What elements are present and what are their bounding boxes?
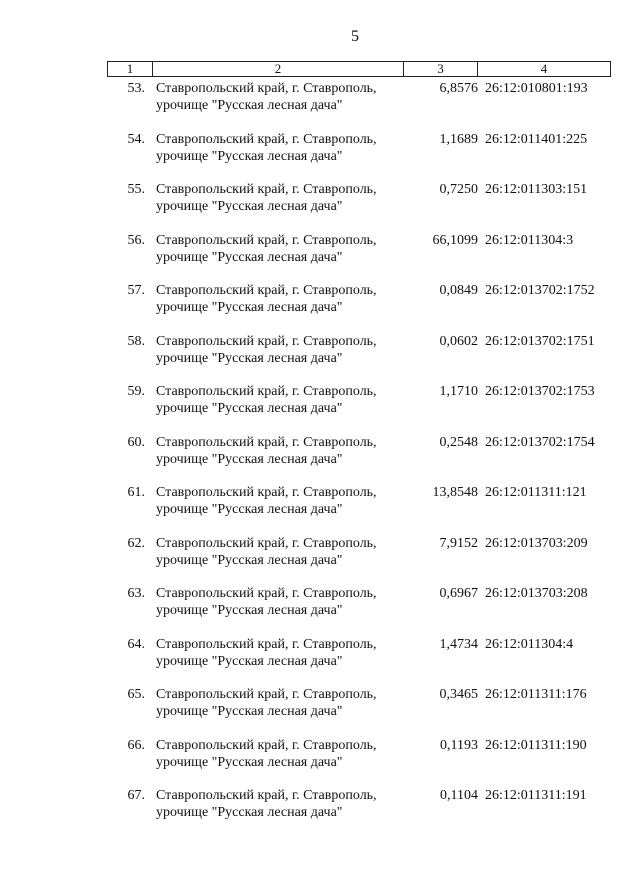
row-cadastral-number: 26:12:011311:176	[485, 687, 587, 702]
row-address	[156, 434, 406, 468]
address-line-2: урочище "Русская лесная дача"	[156, 754, 343, 770]
row-number: 56.	[127, 232, 145, 248]
row-area: 6,8576	[439, 81, 478, 96]
row-area: 1,4734	[439, 636, 478, 652]
address-line-1: Ставропольский край, г. Ставрополь,	[156, 333, 377, 349]
row-number: 63.	[127, 586, 145, 601]
row-number: 54.	[127, 131, 145, 147]
row-cadastral-number: 26:12:011311:121	[485, 485, 587, 500]
address-line-2: урочище "Русская лесная дача"	[156, 451, 343, 467]
row-address	[156, 585, 406, 619]
table-row	[107, 232, 627, 283]
row-cadastral-number: 26:12:011304:3	[485, 232, 574, 248]
address-line-1: Ставропольский край, г. Ставрополь,	[156, 182, 377, 197]
table-row	[107, 535, 627, 586]
row-number: 53.	[127, 81, 145, 96]
table-row	[107, 434, 627, 485]
table-row	[107, 585, 627, 636]
address-line-2: урочище "Русская лесная дача"	[156, 603, 343, 618]
table-row	[107, 383, 627, 434]
address-line-1: Ставропольский край, г. Ставрополь,	[156, 485, 377, 500]
row-area: 0,0602	[439, 333, 478, 349]
row-address	[156, 484, 406, 518]
row-area: 0,2548	[439, 434, 478, 450]
table-header	[107, 61, 611, 77]
table-row	[107, 282, 627, 333]
row-address	[156, 282, 406, 316]
row-area: 0,6967	[439, 586, 478, 601]
address-line-1: Ставропольский край, г. Ставрополь,	[156, 232, 377, 248]
address-line-1: Ставропольский край, г. Ставрополь,	[156, 131, 377, 147]
address-line-1: Ставропольский край, г. Ставрополь,	[156, 384, 377, 399]
row-address	[156, 686, 406, 720]
row-cadastral-number: 26:12:013703:209	[485, 535, 588, 551]
address-line-2: урочище "Русская лесная дача"	[156, 249, 343, 265]
address-line-1: Ставропольский край, г. Ставрополь,	[156, 737, 377, 753]
address-line-2: урочище "Русская лесная дача"	[156, 148, 343, 164]
address-line-1: Ставропольский край, г. Ставрополь,	[156, 586, 377, 601]
table-row	[107, 686, 627, 737]
row-area: 0,7250	[439, 182, 478, 197]
table-row	[107, 80, 627, 131]
table-row	[107, 181, 627, 232]
table-row	[107, 484, 627, 535]
row-cadastral-number: 26:12:011311:190	[485, 737, 587, 753]
address-line-1: Ставропольский край, г. Ставрополь,	[156, 788, 377, 803]
table-row	[107, 333, 627, 384]
row-number: 55.	[127, 182, 145, 197]
table-body	[107, 80, 627, 838]
row-number: 57.	[127, 283, 145, 298]
table-row	[107, 737, 627, 788]
row-cadastral-number: 26:12:013702:1754	[485, 434, 595, 450]
row-address	[156, 737, 406, 771]
address-line-2: урочище "Русская лесная дача"	[156, 199, 343, 214]
row-area: 0,1193	[440, 737, 478, 753]
row-cadastral-number: 26:12:013702:1753	[485, 384, 595, 399]
address-line-2: урочище "Русская лесная дача"	[156, 300, 343, 315]
address-line-2: урочище "Русская лесная дача"	[156, 704, 343, 719]
address-line-1: Ставропольский край, г. Ставрополь,	[156, 283, 377, 298]
address-line-2: урочище "Русская лесная дача"	[156, 502, 343, 517]
header-col-3: 3	[404, 62, 478, 76]
row-address	[156, 535, 406, 569]
row-address	[156, 80, 406, 114]
address-line-1: Ставропольский край, г. Ставрополь,	[156, 687, 377, 702]
row-address	[156, 383, 406, 417]
address-line-2: урочище "Русская лесная дача"	[156, 552, 343, 568]
row-number: 67.	[127, 788, 145, 803]
row-area: 0,1104	[440, 788, 478, 803]
row-area: 66,1099	[432, 232, 478, 248]
row-area: 0,0849	[439, 283, 478, 298]
address-line-1: Ставропольский край, г. Ставрополь,	[156, 434, 377, 450]
row-number: 62.	[127, 535, 145, 551]
row-area: 1,1689	[439, 131, 478, 147]
row-area: 7,9152	[439, 535, 478, 551]
row-cadastral-number: 26:12:013702:1751	[485, 333, 595, 349]
row-number: 60.	[127, 434, 145, 450]
row-cadastral-number: 26:12:011303:151	[485, 182, 588, 197]
row-area: 0,3465	[439, 687, 478, 702]
address-line-2: урочище "Русская лесная дача"	[156, 805, 343, 820]
address-line-1: Ставропольский край, г. Ставрополь,	[156, 81, 377, 96]
address-line-2: урочище "Русская лесная дача"	[156, 401, 343, 416]
row-area: 1,1710	[439, 384, 478, 399]
page-number: 5	[351, 28, 359, 45]
row-cadastral-number: 26:12:013702:1752	[485, 283, 595, 298]
row-number: 66.	[127, 737, 145, 753]
row-area: 13,8548	[432, 485, 478, 500]
row-address	[156, 636, 406, 670]
row-address	[156, 232, 406, 266]
row-address	[156, 787, 406, 821]
row-number: 58.	[127, 333, 145, 349]
row-cadastral-number: 26:12:011304:4	[485, 636, 574, 652]
row-address	[156, 181, 406, 215]
header-col-1: 1	[108, 62, 153, 76]
header-col-4: 4	[540, 61, 548, 76]
address-line-2: урочище "Русская лесная дача"	[156, 350, 343, 366]
row-cadastral-number: 26:12:011401:225	[485, 131, 588, 147]
table-row	[107, 787, 627, 838]
row-address	[156, 131, 406, 165]
header-col-2: 2	[153, 62, 404, 76]
address-line-2: урочище "Русская лесная дача"	[156, 98, 343, 113]
table-row	[107, 131, 627, 182]
address-line-2: урочище "Русская лесная дача"	[156, 653, 343, 669]
address-line-1: Ставропольский край, г. Ставрополь,	[156, 636, 377, 652]
row-address	[156, 333, 406, 367]
row-cadastral-number: 26:12:013703:208	[485, 586, 588, 601]
row-number: 59.	[127, 384, 145, 399]
row-cadastral-number: 26:12:010801:193	[485, 81, 588, 96]
row-number: 64.	[127, 636, 145, 652]
row-number: 61.	[127, 485, 145, 500]
address-line-1: Ставропольский край, г. Ставрополь,	[156, 535, 377, 551]
table-row	[107, 636, 627, 687]
row-cadastral-number: 26:12:011311:191	[485, 788, 587, 803]
row-number: 65.	[127, 687, 145, 702]
